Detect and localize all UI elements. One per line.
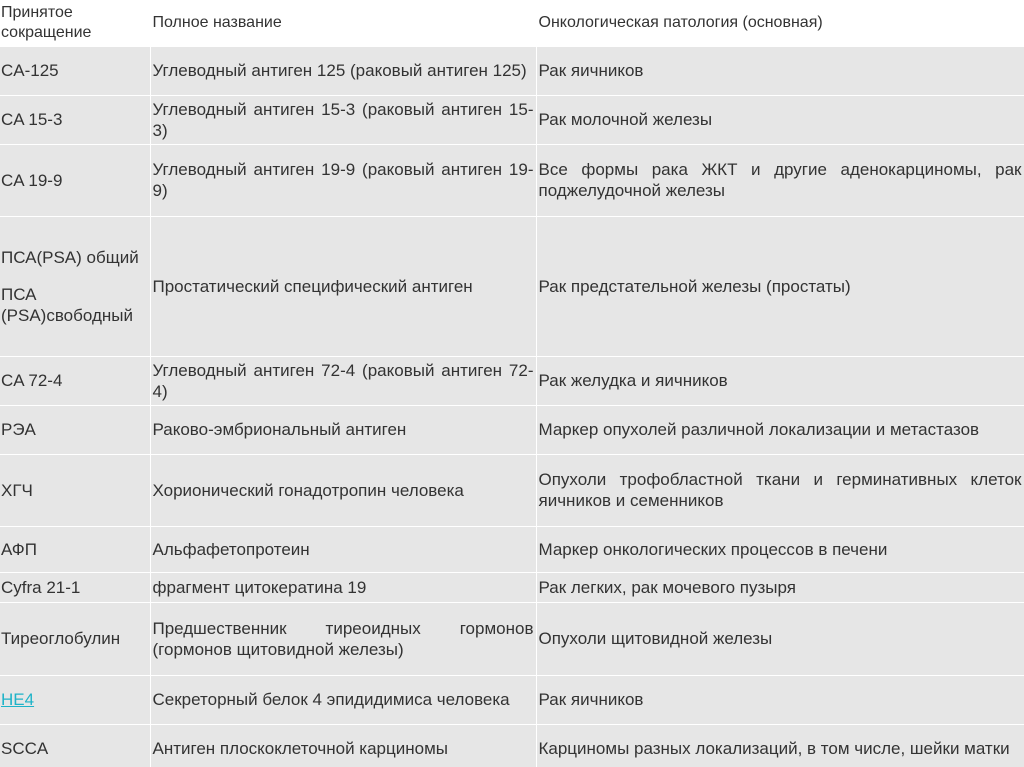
name-cell: Углеводный антиген 19-9 (раковый антиген 19-9) (150, 144, 536, 216)
abbr-cell (0, 675, 150, 724)
table-row (0, 405, 1024, 454)
abbr-cell: CA 15-3 (0, 95, 150, 144)
abbr-cell: Cyfra 21-1 (0, 572, 150, 602)
pathology-cell: Рак легких, рак мочевого пузыря (536, 572, 1024, 602)
table-row (0, 675, 1024, 724)
abbr-cell: Тиреоглобулин (0, 602, 150, 675)
table-row (0, 144, 1024, 216)
header-abbr-line1: Принятое (1, 3, 73, 21)
name-cell: Углеводный антиген 15-3 (раковый антиген 15-3) (150, 95, 536, 144)
name-cell: Углеводный антиген 72-4 (раковый антиген 72-4) (150, 356, 536, 405)
header-row (0, 0, 1024, 46)
table-row (0, 216, 1024, 356)
abbr-cell: CA 19-9 (0, 144, 150, 216)
table-row (0, 526, 1024, 572)
pathology-cell: Рак желудка и яичников (536, 356, 1024, 405)
abbr-cell: CA-125 (0, 46, 150, 95)
abbr-cell (0, 216, 150, 356)
name-cell: Антиген плоскоклеточной карциномы (150, 724, 536, 767)
abbr-cell: CA 72-4 (0, 356, 150, 405)
pathology-cell: Опухоли трофобластной ткани и герминативных клеток яичников и семенников (536, 454, 1024, 526)
header-name: Полное название (150, 0, 536, 46)
pathology-cell: Рак молочной железы (536, 95, 1024, 144)
name-cell: Предшественник тиреоидных гормонов (гормонов щитовидной железы) (150, 602, 536, 675)
pathology-cell: Рак яичников (536, 46, 1024, 95)
name-cell: Простатический специфический антиген (150, 216, 536, 356)
table-row (0, 46, 1024, 95)
table-row (0, 95, 1024, 144)
table-row (0, 572, 1024, 602)
name-cell: Хорионический гонадотропин человека (150, 454, 536, 526)
he4-link[interactable]: HE4 (1, 690, 35, 709)
name-cell: Раково-эмбриональный антиген (150, 405, 536, 454)
abbr-cell: ХГЧ (0, 454, 150, 526)
abbr-line-total: ПСА(PSA) общий (1, 247, 139, 267)
pathology-cell: Все формы рака ЖКТ и другие аденокарциномы, рак поджелудочной железы (536, 144, 1024, 216)
abbr-line-psa: ПСА (1, 284, 37, 304)
pathology-cell: Карциномы разных локализаций, в том числе, шейки матки (536, 724, 1024, 767)
header-abbr-line2: сокращение (1, 23, 92, 41)
table-row (0, 356, 1024, 405)
pathology-cell: Опухоли щитовидной железы (536, 602, 1024, 675)
pathology-cell: Рак яичников (536, 675, 1024, 724)
header-abbr (0, 0, 150, 46)
name-cell: Альфафетопротеин (150, 526, 536, 572)
abbr-line-free: (PSA)свободный (1, 305, 133, 325)
table-row (0, 454, 1024, 526)
pathology-cell: Маркер онкологических процессов в печени (536, 526, 1024, 572)
abbr-cell: РЭА (0, 405, 150, 454)
pathology-cell: Рак предстательной железы (простаты) (536, 216, 1024, 356)
abbr-gap (1, 268, 150, 284)
abbr-cell: SCCA (0, 724, 150, 767)
pathology-cell: Маркер опухолей различной локализации и метастазов (536, 405, 1024, 454)
name-cell: фрагмент цитокератина 19 (150, 572, 536, 602)
name-cell: Секреторный белок 4 эпидидимиса человека (150, 675, 536, 724)
table-row (0, 602, 1024, 675)
header-pathology: Онкологическая патология (основная) (536, 0, 1024, 46)
table-row (0, 724, 1024, 767)
abbr-cell: АФП (0, 526, 150, 572)
name-cell: Углеводный антиген 125 (раковый антиген 125) (150, 46, 536, 95)
